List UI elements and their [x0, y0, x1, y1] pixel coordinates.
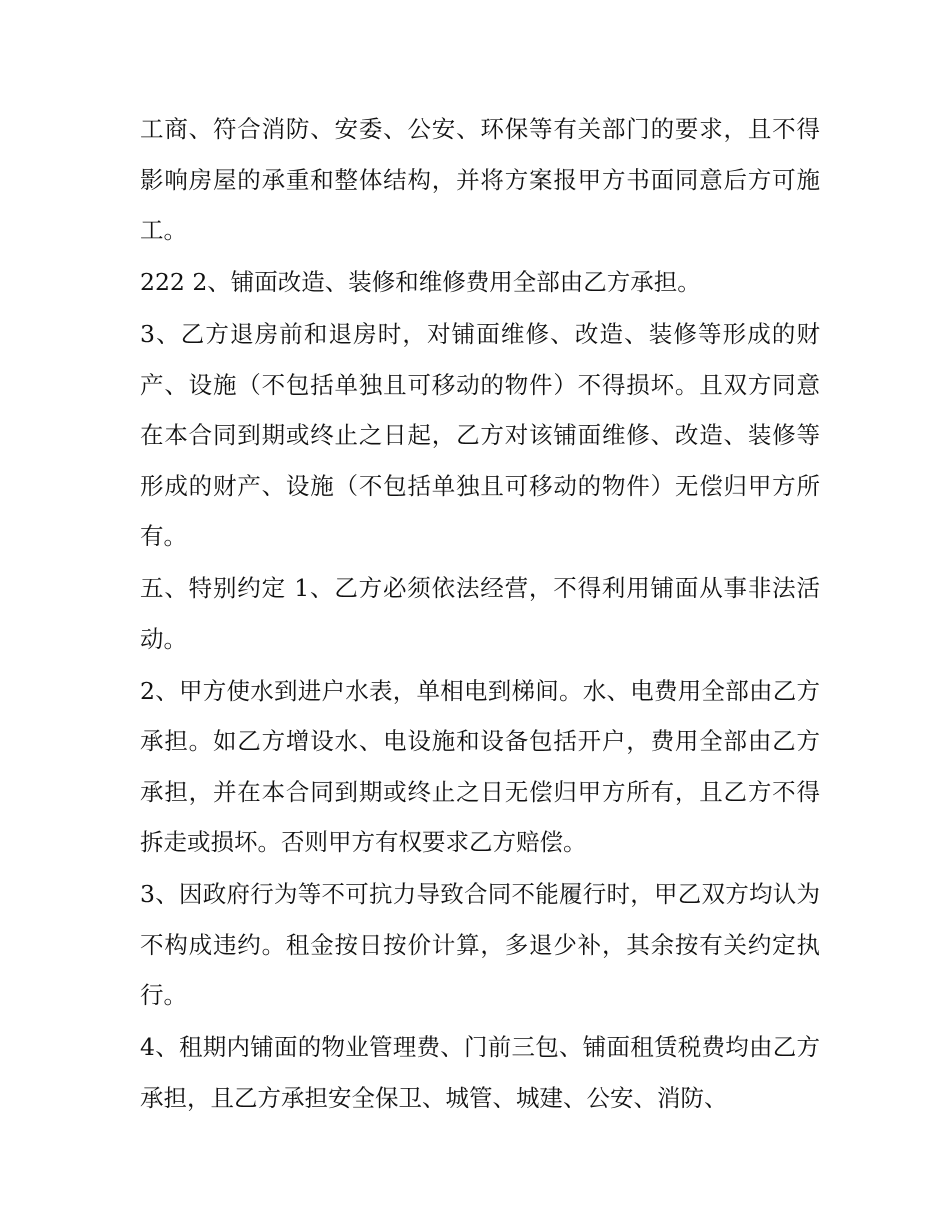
- paragraph-clause-3-force-majeure: 3、因政府行为等不可抗力导致合同不能履行时，甲乙双方均认为不构成违约。租金按日按价计算，多退少补，其余按有关约定执行。: [140, 880, 820, 1009]
- paragraph-clause-3-property-handover: 3、乙方退房前和退房时，对铺面维修、改造、装修等形成的财产、设施（不包括单独且可移动的物件）不得损坏。且双方同意在本合同到期或终止之日起，乙方对该铺面维修、改造、装修等形成的财产、设施（不包括单独且可移动的物件）无偿归甲方所有。: [140, 320, 820, 550]
- paragraph-decoration-requirements: 工商、符合消防、安委、公安、环保等有关部门的要求，且不得影响房屋的承重和整体结构，并将方案报甲方书面同意后方可施工。: [140, 115, 820, 244]
- document-page: [140, 104, 820, 1125]
- paragraph-clause-4-fees: 4、租期内铺面的物业管理费、门前三包、铺面租赁税费均由乙方承担，且乙方承担安全保卫、城管、城建、公安、消防、: [140, 1033, 820, 1112]
- paragraph-clause-2-utilities: 2、甲方使水到进户水表，单相电到梯间。水、电费用全部由乙方承担。如乙方增设水、电设施和设备包括开户，费用全部由乙方承担，并在本合同到期或终止之日无偿归甲方所有，且乙方不得拆走或损坏。否则甲方有权要求乙方赔偿。: [140, 676, 820, 856]
- paragraph-section-5-special-terms: 五、特别约定 1、乙方必须依法经营，不得利用铺面从事非法活动。: [140, 574, 820, 653]
- paragraph-clause-2-renovation-cost: 222 2、铺面改造、装修和维修费用全部由乙方承担。: [140, 268, 701, 296]
